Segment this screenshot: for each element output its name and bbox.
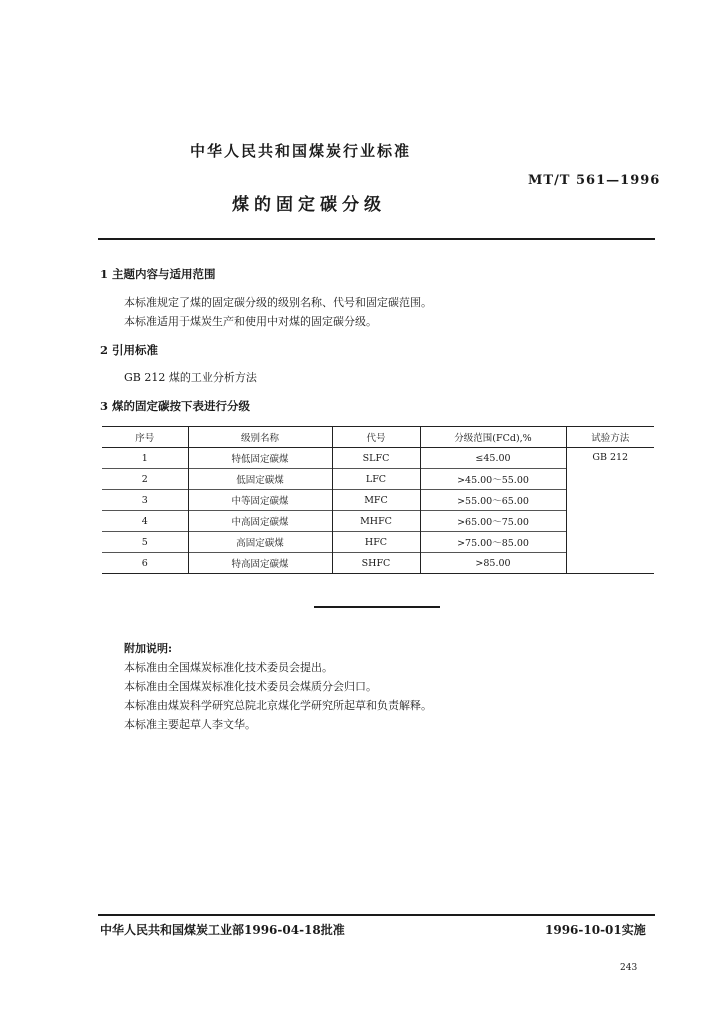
fixed-carbon-classification-table: [102, 426, 654, 574]
column-header: 试验方法: [566, 427, 654, 448]
table-cell: 3: [102, 490, 188, 511]
table-cell: 4: [102, 511, 188, 532]
note-line: 本标准由全国煤炭标准化技术委员会提出。: [124, 661, 333, 674]
notes-heading: 附加说明:: [124, 642, 173, 655]
column-header: 级别名称: [188, 427, 332, 448]
table-cell: >65.00～75.00: [420, 511, 566, 532]
standard-code: MT/T 561—1996: [528, 173, 661, 188]
table-cell: 1: [102, 448, 188, 469]
column-header: 分级范围(FCd),%: [420, 427, 566, 448]
industry-standard-heading: 中华人民共和国煤炭行业标准: [190, 142, 412, 160]
table-cell: ≤45.00: [420, 448, 566, 469]
column-header: 序号: [102, 427, 188, 448]
footer-divider: [98, 914, 655, 916]
table-cell: >85.00: [420, 553, 566, 574]
table-cell: >75.00～85.00: [420, 532, 566, 553]
table-header-row: [102, 427, 654, 448]
table-cell: 中高固定碳煤: [188, 511, 332, 532]
note-line: 本标准主要起草人李文华。: [124, 718, 256, 731]
table-cell: MFC: [332, 490, 420, 511]
header-divider: [98, 238, 655, 240]
section-2-heading: 2 引用标准: [100, 343, 159, 357]
table-cell: >55.00～65.00: [420, 490, 566, 511]
test-method-cell: GB 212: [566, 448, 654, 574]
table-cell: 低固定碳煤: [188, 469, 332, 490]
section-1-heading: 1 主题内容与适用范围: [100, 267, 216, 281]
page-title: 煤的固定碳分级: [232, 195, 386, 215]
table-row: [102, 448, 654, 469]
table-cell: HFC: [332, 532, 420, 553]
table-cell: LFC: [332, 469, 420, 490]
implementation-date: 1996-10-01实施: [545, 923, 646, 937]
note-line: 本标准由全国煤炭标准化技术委员会煤质分会归口。: [124, 680, 377, 693]
table-cell: MHFC: [332, 511, 420, 532]
table-cell: 6: [102, 553, 188, 574]
table-cell: 2: [102, 469, 188, 490]
table-cell: 高固定碳煤: [188, 532, 332, 553]
note-line: 本标准由煤炭科学研究总院北京煤化学研究所起草和负责解释。: [124, 699, 432, 712]
column-header: 代号: [332, 427, 420, 448]
table-cell: 5: [102, 532, 188, 553]
table-cell: >45.00～55.00: [420, 469, 566, 490]
section-3-heading: 3 煤的固定碳按下表进行分级: [100, 399, 251, 413]
page-number: 243: [620, 963, 638, 973]
section-end-rule: [314, 606, 440, 608]
table-cell: SLFC: [332, 448, 420, 469]
section-1-paragraph: 本标准规定了煤的固定碳分级的级别名称、代号和固定碳范围。: [124, 296, 432, 309]
table-cell: 特低固定碳煤: [188, 448, 332, 469]
table-cell: 中等固定碳煤: [188, 490, 332, 511]
table-cell: 特高固定碳煤: [188, 553, 332, 574]
section-1-paragraph: 本标准适用于煤炭生产和使用中对煤的固定碳分级。: [124, 315, 377, 328]
approval-statement: 中华人民共和国煤炭工业部1996-04-18批准: [100, 923, 345, 937]
table-cell: SHFC: [332, 553, 420, 574]
section-2-paragraph: GB 212 煤的工业分析方法: [124, 371, 257, 384]
